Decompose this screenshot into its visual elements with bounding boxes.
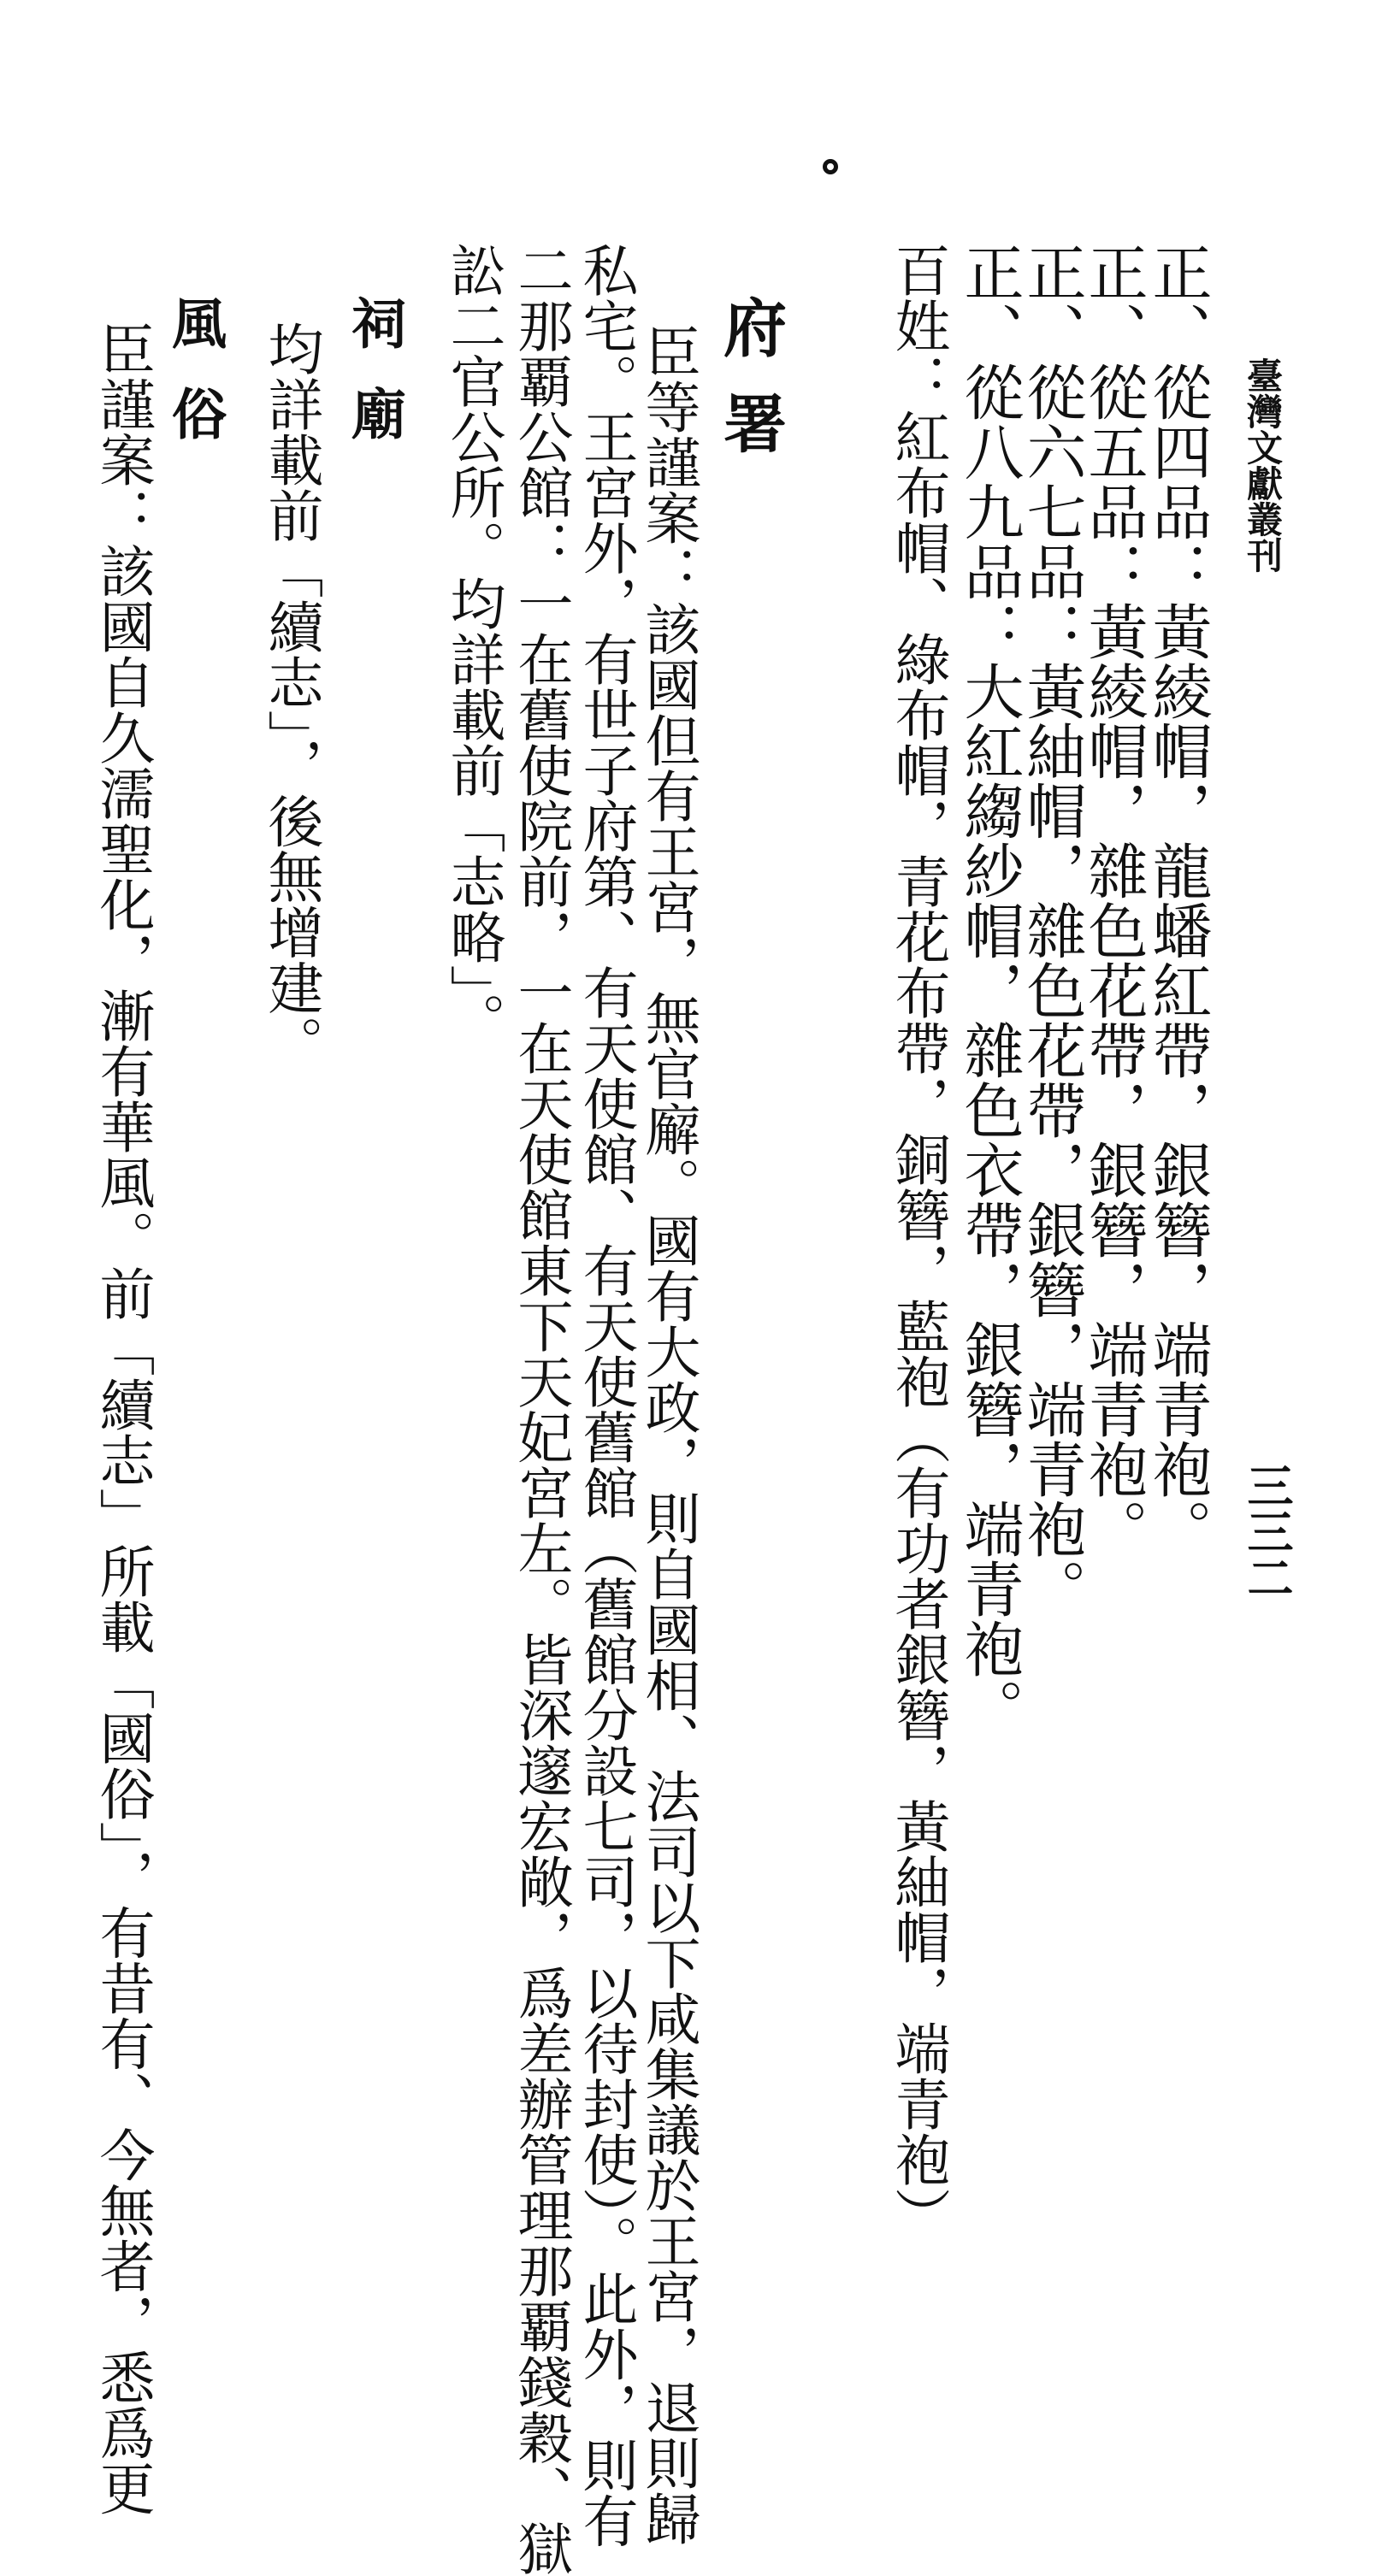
- attire-line-3: 正、從六七品：黃紬帽，雜色花帶，銀簪，端青袍。: [1017, 242, 1087, 1618]
- attire-line-1: 正、從四品：黃綾帽，龍蟠紅帶，銀簪，端青袍。: [1143, 242, 1213, 1559]
- fengsu-line-1: 臣謹案：該國自久濡聖化，漸有華風。前「續志」所載「國俗」，有昔有、今無者，悉爲更: [90, 321, 154, 2516]
- fushu-line-2: 私宅。王宮外，有世子府第、有天使館、有天使舊館（舊館分設七司，以待封使）。此外，則有: [573, 242, 637, 2549]
- fushu-line-3: 二那覇公館：一在舊使院前，一在天使館東下天妃宮左。皆深邃宏敞，爲差辦管理那覇錢穀、獄: [508, 242, 572, 2576]
- section-heading-fengsu: 風俗: [162, 295, 227, 476]
- running-title: 臺灣文獻叢刊: [1242, 357, 1284, 573]
- page-number: 三三二: [1240, 1462, 1295, 1600]
- fushu-line-1: 臣等謹案：該國但有王宮，無官廨。國有大政，則自國相、法司以下咸集議於王宮，退則歸: [635, 323, 700, 2546]
- circle-mark: [823, 159, 838, 174]
- attire-line-5: 百姓：紅布帽、綠布帽，青花布帶，銅簪，藍袍（有功者銀簪，黃紬帽，端青袍）: [885, 242, 949, 2243]
- section-heading-cimiao: 祠廟: [342, 295, 406, 476]
- attire-line-2: 正、從五品：黃綾帽，雜色花帶，銀簪，端青袍。: [1078, 242, 1149, 1559]
- fushu-line-4: 訟二官公所。均詳載前「志略」。: [440, 242, 505, 1048]
- cimiao-line-1: 均詳載前「續志」，後無增建。: [258, 321, 322, 1071]
- attire-line-4: 正、從八九品：大紅縐紗帽，雜色衣帶，銀簪，端青袍。: [954, 242, 1025, 1738]
- section-heading-fushu: 府署: [713, 295, 787, 486]
